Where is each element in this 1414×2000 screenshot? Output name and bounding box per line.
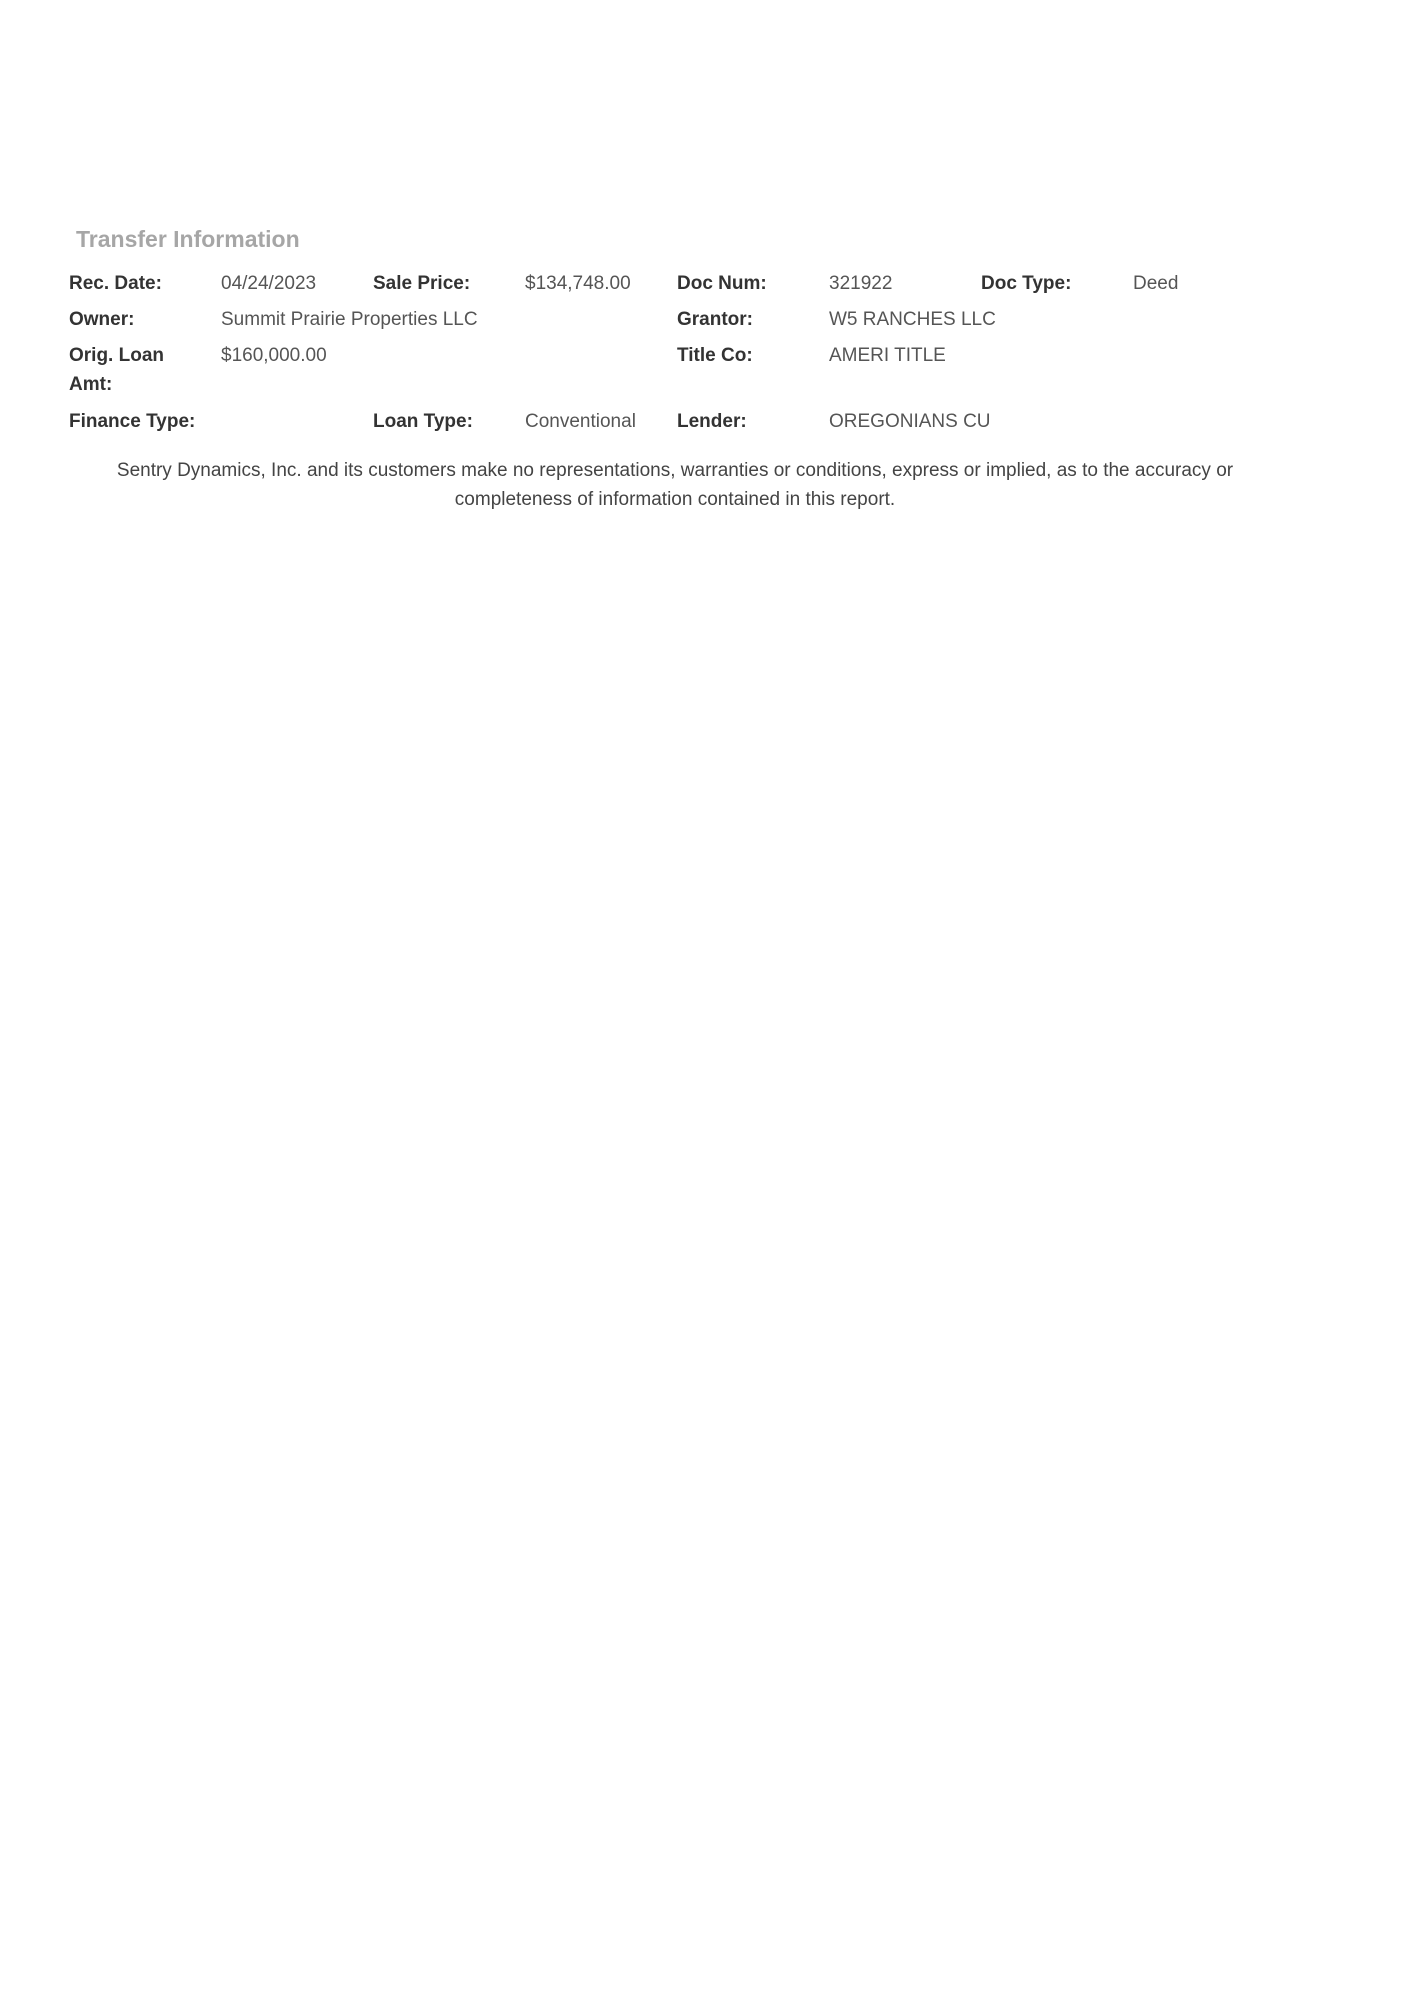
sale-price-value: $134,748.00	[525, 273, 631, 294]
lender-label: Lender:	[677, 411, 747, 432]
grantor-label: Grantor:	[677, 309, 753, 330]
rec-date-label: Rec. Date:	[69, 273, 162, 294]
orig-loan-amt-label: Orig. Loan Amt:	[69, 345, 164, 395]
doc-type-label: Doc Type:	[981, 273, 1072, 294]
doc-num-value: 321922	[829, 273, 893, 294]
owner-value: Summit Prairie Properties LLC	[221, 309, 478, 330]
title-co-value: AMERI TITLE	[829, 345, 946, 366]
lender-value: OREGONIANS CU	[829, 411, 991, 432]
finance-type-label: Finance Type:	[69, 411, 196, 432]
owner-label: Owner:	[69, 309, 135, 330]
grantor-value: W5 RANCHES LLC	[829, 309, 996, 330]
rec-date-value: 04/24/2023	[221, 273, 317, 294]
section-title: Transfer Information	[76, 226, 300, 252]
disclaimer-text: Sentry Dynamics, Inc. and its customers make no representations, warranties or conditions, express or implied, as to the accuracy or completeness of information contained in this report.	[116, 460, 1234, 510]
loan-type-value: Conventional	[525, 411, 636, 432]
doc-num-label: Doc Num:	[677, 273, 767, 294]
title-co-label: Title Co:	[677, 345, 753, 366]
loan-type-label: Loan Type:	[373, 411, 473, 432]
sale-price-label: Sale Price:	[373, 273, 471, 294]
doc-type-value: Deed	[1133, 273, 1179, 294]
orig-loan-amt-value: $160,000.00	[221, 345, 327, 366]
